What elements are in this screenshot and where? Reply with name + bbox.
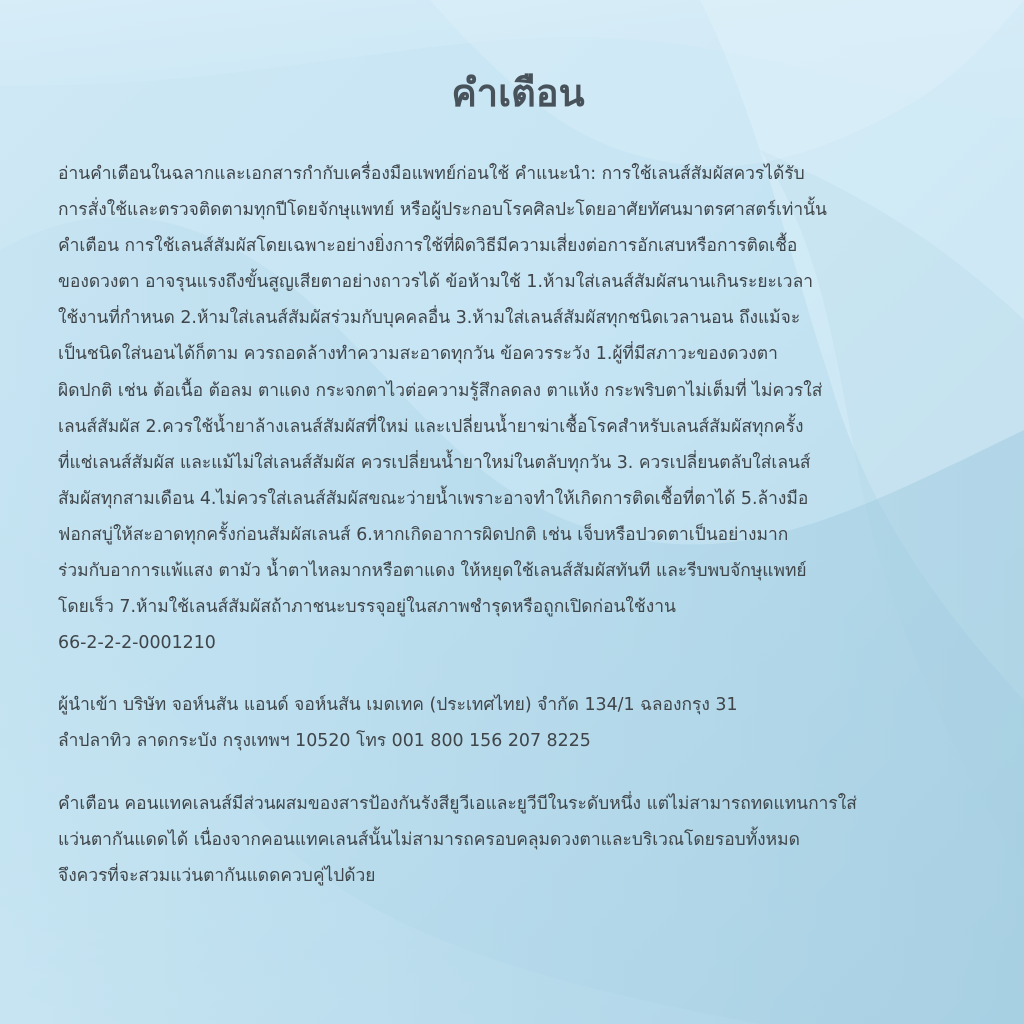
warning-line: ของดวงตา อาจรุนแรงถึงขั้นสูญเสียตาอย่างถาวรได้ ข้อห้ามใช้ 1.ห้ามใส่เลนส์สัมผัสนานเกินระยะเวลา — [58, 272, 813, 293]
warning-paragraph — [58, 156, 978, 661]
warning-line: ผิดปกติ เช่น ต้อเนื้อ ต้อลม ตาแดง กระจกตาไวต่อความรู้สึกลดลง ตาแห้ง กระพริบตาไม่เต็มที่ ไม่ควรใส่ — [58, 380, 823, 401]
warning-line: ที่แช่เลนส์สัมผัส และแม้ไม่ใส่เลนส์สัมผัส ควรเปลี่ยนน้ำยาใหม่ในตลับทุกวัน 3. ควรเปลี่ยนตลับใส่เลนส์ — [58, 452, 811, 473]
warning-line: ฟอกสบู่ให้สะอาดทุกครั้งก่อนสัมผัสเลนส์ 6.หากเกิดอาการผิดปกติ เช่น เจ็บหรือปวดตาเป็นอย่างมาก — [58, 524, 789, 545]
warning-line: อ่านคำเตือนในฉลากและเอกสารกำกับเครื่องมือแพทย์ก่อนใช้ คำแนะนำ: การใช้เลนส์สัมผัสควรได้รับ — [58, 164, 805, 184]
uv-warning-line: จึงควรที่จะสวมแว่นตากันแดดควบคู่ไปด้วย — [58, 865, 376, 886]
importer-line: ผู้นำเข้า บริษัท จอห์นสัน แอนด์ จอห์นสัน เมดเทค (ประเทศไทย) จำกัด 134/1 ฉลองกรุง 31 — [58, 695, 738, 716]
warning-line: เป็นชนิดใส่นอนได้ก็ตาม ควรถอดล้างทำความสะอาดทุกวัน ข้อควรระวัง 1.ผู้ที่มีสภาวะของดวงตา — [58, 344, 778, 365]
warning-line: คำเตือน การใช้เลนส์สัมผัสโดยเฉพาะอย่างยิ่งการใช้ที่ผิดวิธีมีความเสี่ยงต่อการอักเสบหรือการติดเชื้อ — [58, 236, 798, 257]
importer-line: ลำปลาทิว ลาดกระบัง กรุงเทพฯ 10520 โทร 001 800 156 207 8225 — [58, 731, 591, 752]
uv-warning-paragraph — [58, 786, 978, 894]
importer-paragraph — [58, 687, 978, 759]
warning-line: การสั่งใช้และตรวจติดตามทุกปีโดยจักษุแพทย์ หรือผู้ประกอบโรคศิลปะโดยอาศัยทัศนมาตรศาสตร์เท่านั้น — [58, 200, 827, 221]
uv-warning-line: คำเตือน คอนแทคเลนส์มีส่วนผสมของสารป้องกันรังสียูวีเอและยูวีบีในระดับหนึ่ง แต่ไม่สามารถทดแทนการใส่ — [58, 793, 857, 814]
warning-line: โดยเร็ว 7.ห้ามใช้เลนส์สัมผัสถ้าภาชนะบรรจุอยู่ในสภาพชำรุดหรือถูกเปิดก่อนใช้งาน — [58, 597, 676, 618]
warning-document — [58, 64, 978, 894]
warning-line: เลนส์สัมผัส 2.ควรใช้น้ำยาล้างเลนส์สัมผัสที่ใหม่ และเปลี่ยนน้ำยาฆ่าเชื้อโรคสำหรับเลนส์สัมผัสทุกครั้ง — [58, 416, 804, 437]
warning-line: ร่วมกับอาการแพ้แสง ตามัว น้ำตาไหลมากหรือตาแดง ให้หยุดใช้เลนส์สัมผัสทันที และรีบพบจักษุแพทย์ — [58, 561, 807, 582]
importer-text — [58, 687, 978, 759]
uv-warning-text — [58, 786, 978, 894]
warning-line: สัมผัสทุกสามเดือน 4.ไม่ควรใส่เลนส์สัมผัสขณะว่ายน้ำเพราะอาจทำให้เกิดการติดเชื้อที่ตาได้ 5.ล้างมือ — [58, 488, 809, 509]
registration-number: 66-2-2-2-0001210 — [58, 633, 216, 654]
uv-warning-line: แว่นตากันแดดได้ เนื่องจากคอนแทคเลนส์นั้นไม่สามารถครอบคลุมดวงตาและบริเวณโดยรอบทั้งหมด — [58, 829, 800, 850]
warning-text — [58, 156, 978, 661]
warning-line: ใช้งานที่กำหนด 2.ห้ามใส่เลนส์สัมผัสร่วมกับบุคคลอื่น 3.ห้ามใส่เลนส์สัมผัสทุกชนิดเวลานอน ถึงแม้จะ — [58, 308, 801, 329]
page-title: คำเตือน — [451, 71, 585, 115]
